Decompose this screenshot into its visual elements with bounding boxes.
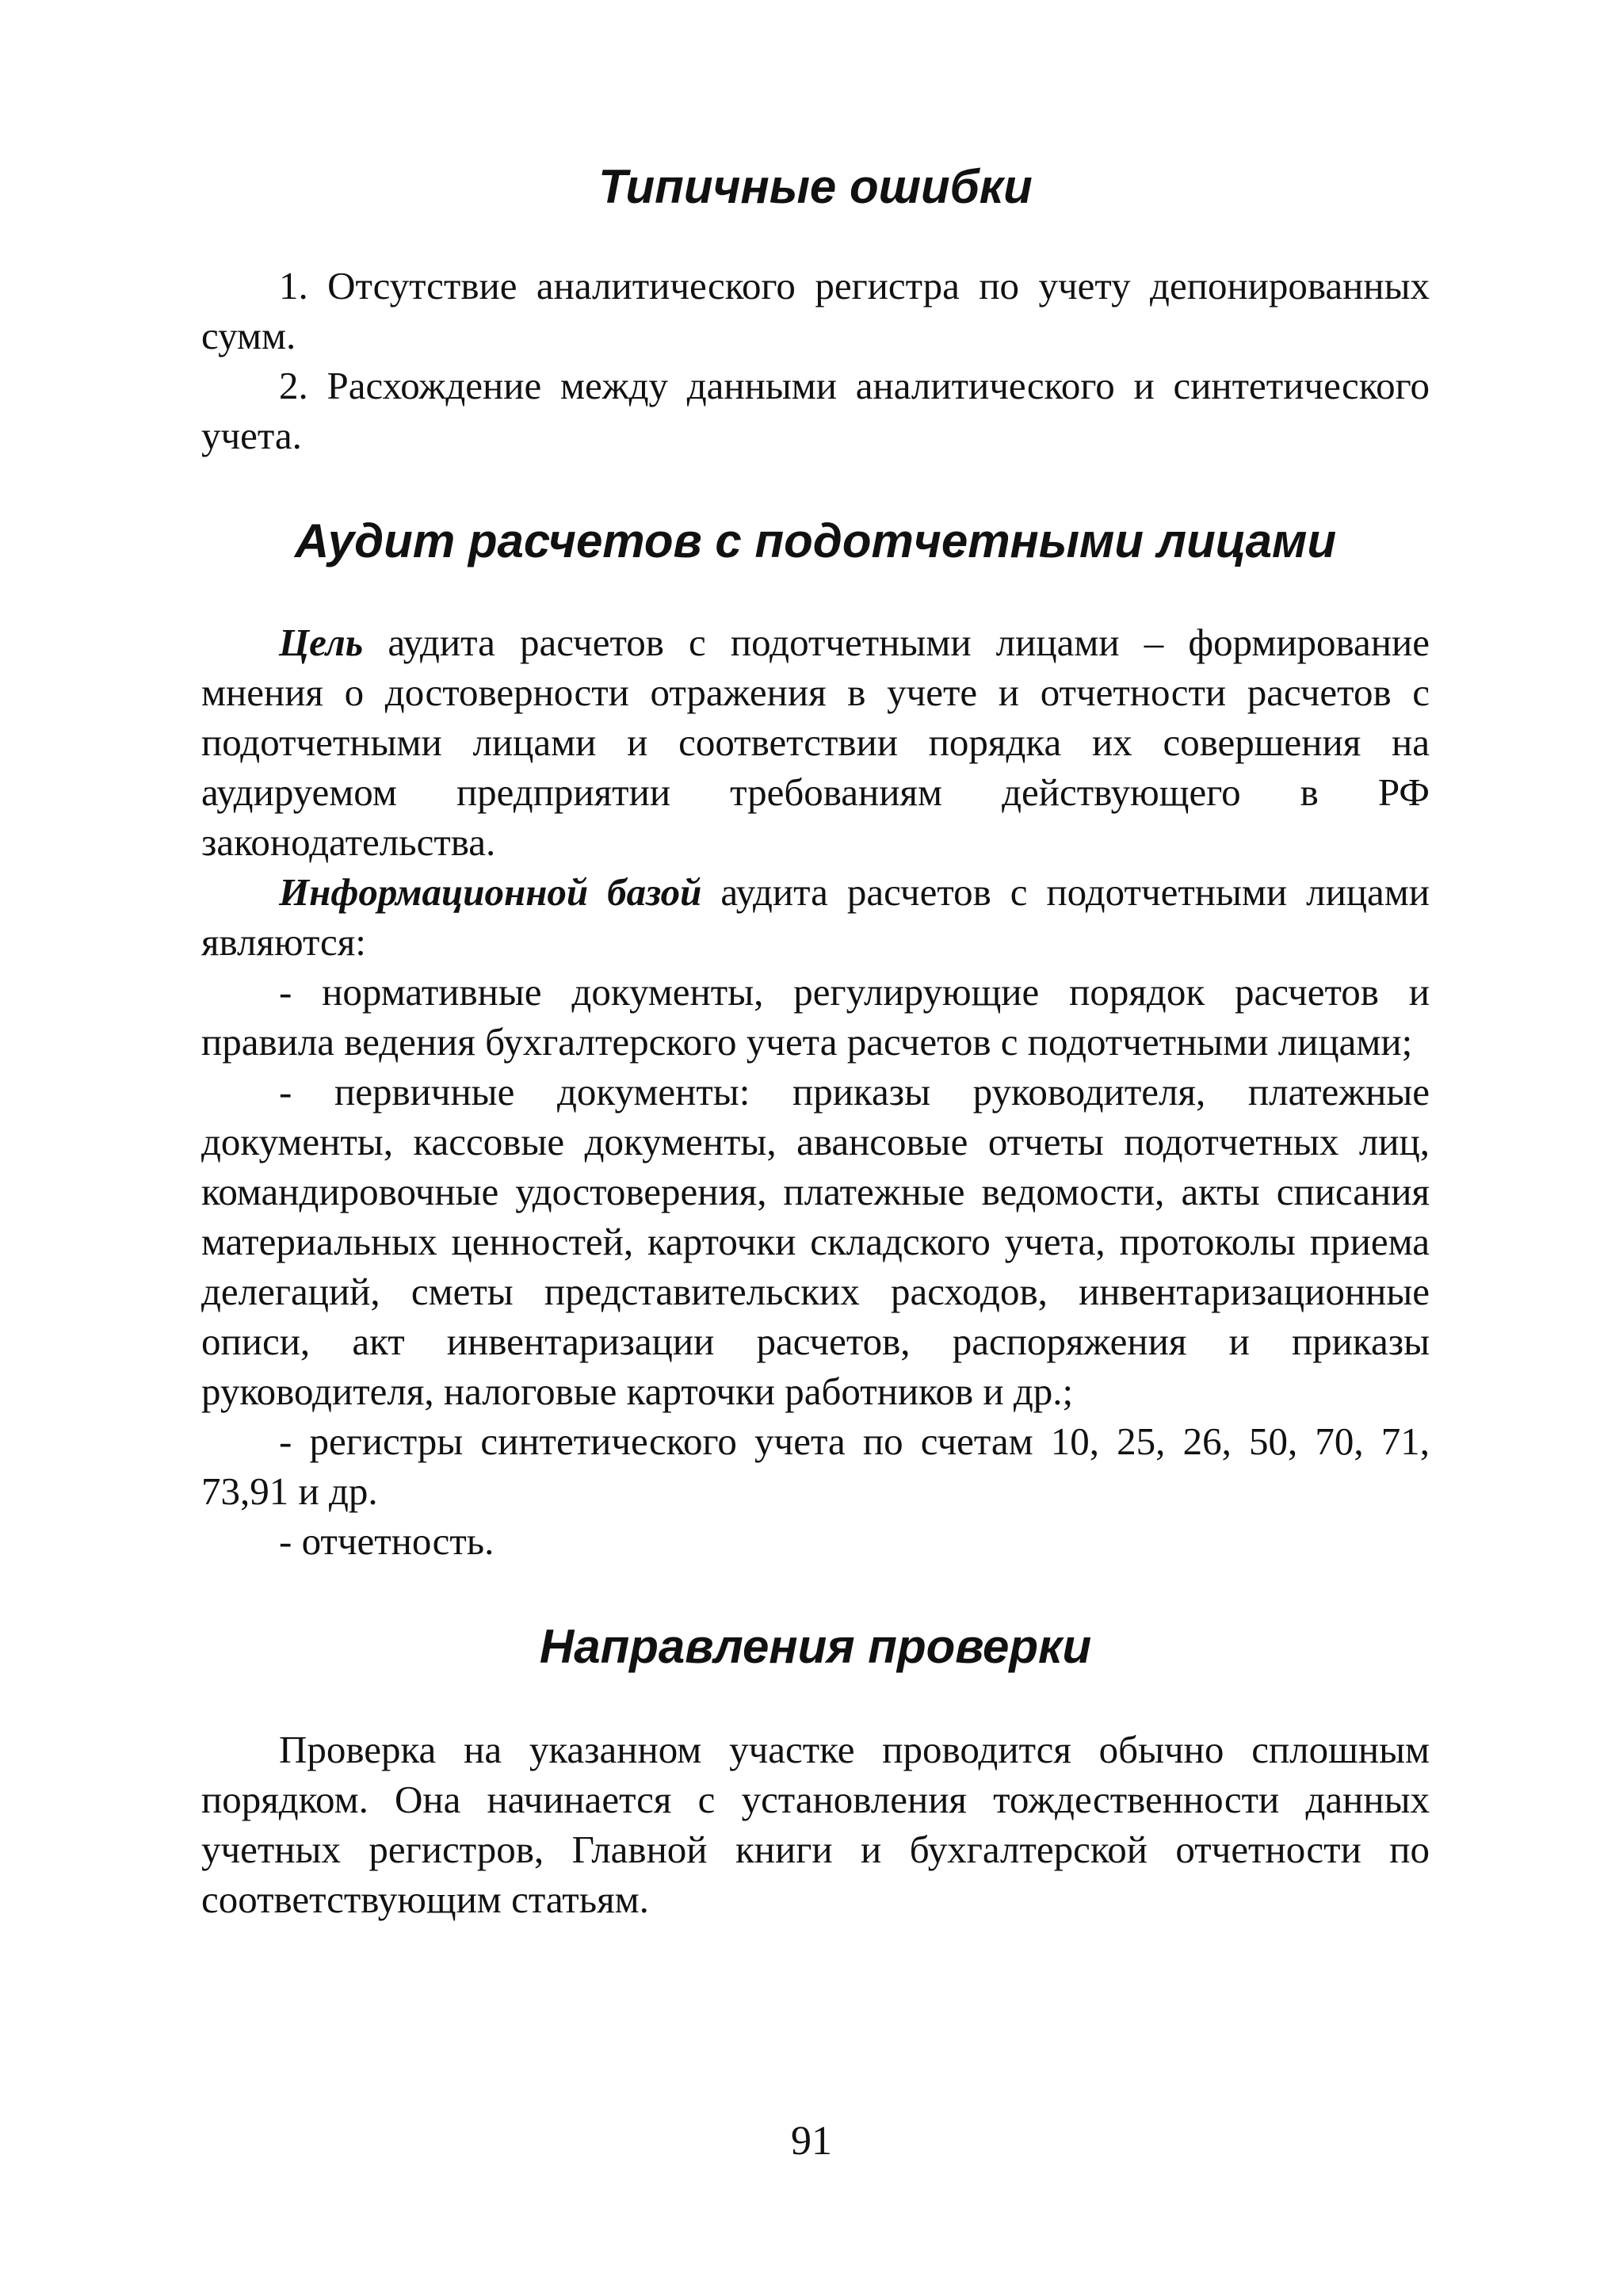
page-content [201, 159, 1430, 1924]
info-base-term: Информационной базой [279, 870, 702, 914]
heading-check-directions: Направления проверки [539, 1620, 1092, 1673]
goal-text: аудита расчетов с подотчетными лицами – формирование мнения о достоверности отражения в учете и отчетности расчетов с подотчетными лицами и соответствии порядка их совершения на аудируемом предприятии требованиям действующего в РФ законодательства. [201, 621, 1430, 864]
info-base-text: аудита расчетов с подотчетными лицами являются: [201, 870, 1430, 964]
list-item-primary-docs: - первичные документы: приказы руководителя, платежные документы, кассовые документы, авансовые отчеты подотчетных лиц, командировочные удостоверения, платежные ведомости, акты списания материальных ценностей, карточки складского учета, протоколы приема делегаций, сметы представительских расходов, инвентаризационные описи, акт инвентаризации расчетов, распоряжения и приказы руководителя, налоговые карточки работников и др.; [201, 1070, 1430, 1413]
info-base-paragraph [201, 867, 1430, 967]
error-item-2: 2. Расхождение между данными аналитического и синтетического учета. [201, 364, 1430, 457]
goal-paragraph [201, 617, 1430, 867]
directions-paragraph: Проверка на указанном участке проводится обычно сплошным порядком. Она начинается с установления тождественности данных учетных регистров, Главной книги и бухгалтерской отчетности по соответствующим статьям. [201, 1728, 1430, 1921]
page-number: 91 [791, 2118, 832, 2164]
list-item-registers: - регистры синтетического учета по счетам 10, 25, 26, 50, 70, 71, 73,91 и др. [201, 1419, 1430, 1513]
heading-typical-errors: Типичные ошибки [598, 160, 1033, 213]
list-item-normative-docs: - нормативные документы, регулирующие порядок расчетов и правила ведения бухгалтерского учета расчетов с подотчетными лицами; [201, 970, 1430, 1064]
heading-audit-accountable: Аудит расчетов с подотчетными лицами [294, 514, 1337, 567]
list-item-reporting: - отчетность. [279, 1519, 495, 1563]
error-item-1: 1. Отсутствие аналитического регистра по учету депонированных сумм. [201, 264, 1430, 357]
goal-term: Цель [279, 621, 364, 664]
